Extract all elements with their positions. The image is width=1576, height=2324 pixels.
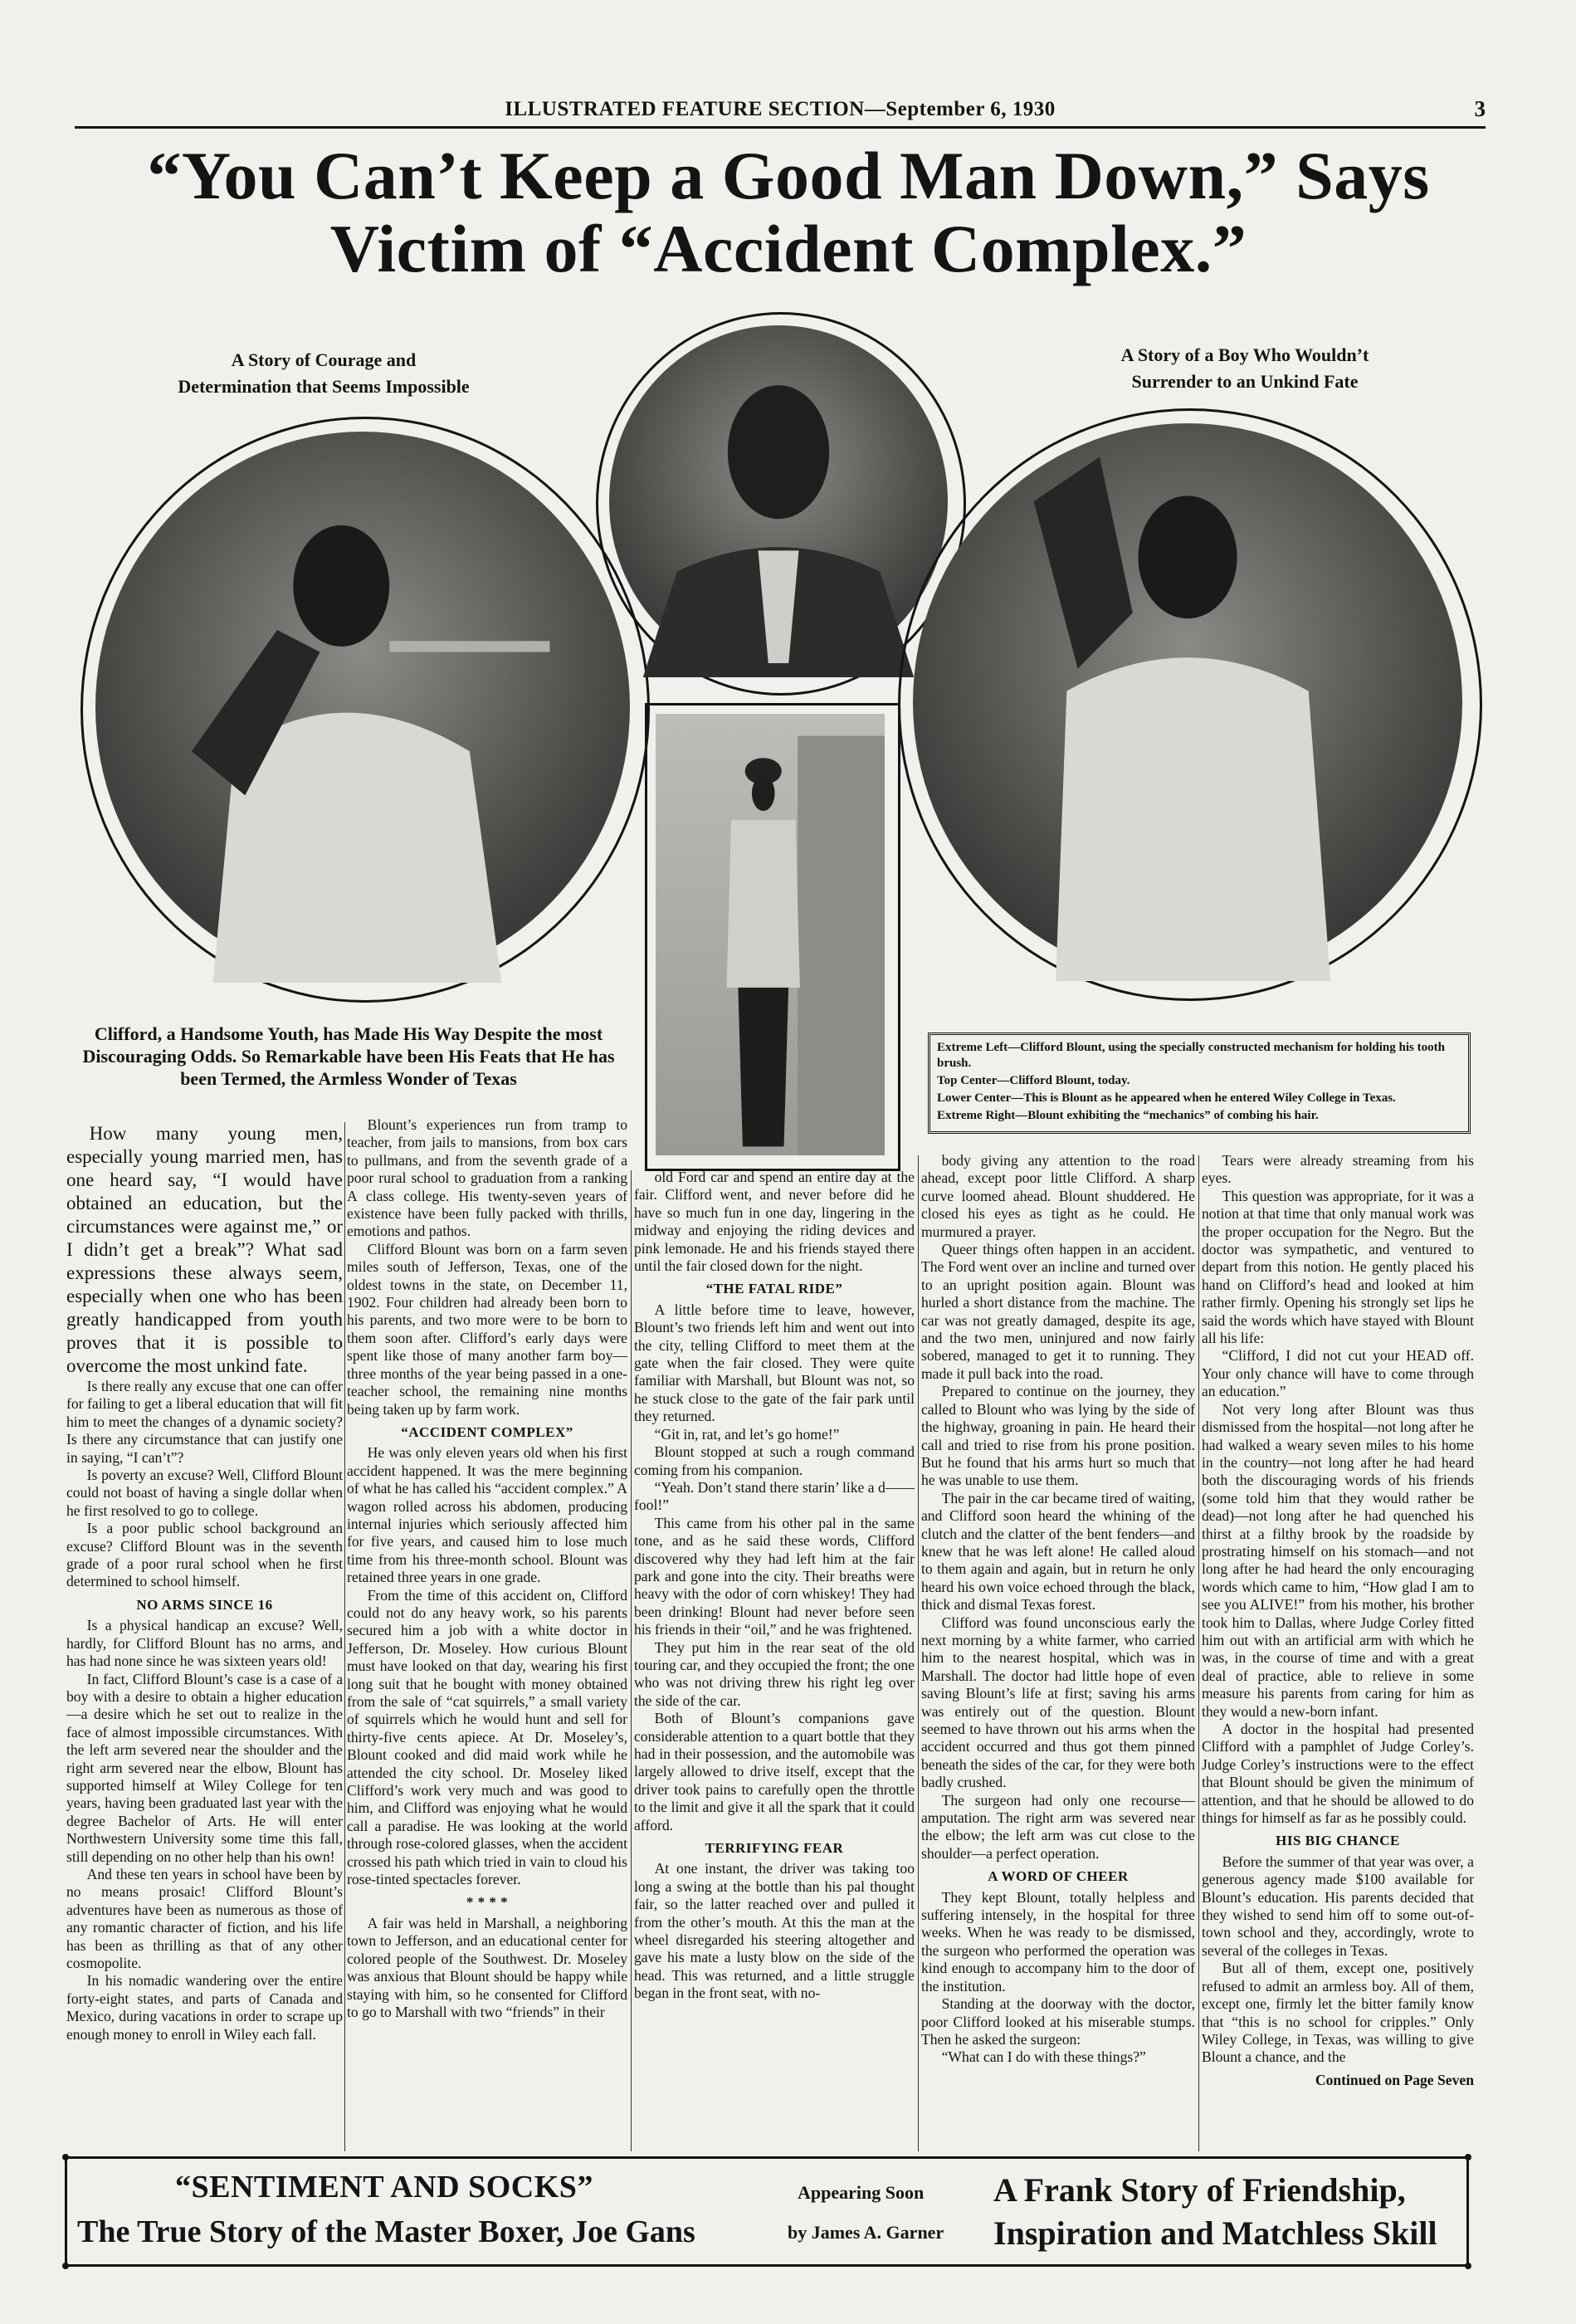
promo-right-line-2: Inspiration and Matchless Skill [993,2214,1437,2252]
kicker-right-line-1: A Story of a Boy Who Wouldn’t [1120,344,1369,365]
article-column-3 [634,1169,915,2153]
kicker-left [133,347,515,400]
headline-line-2: Victim of “Accident Complex.” [329,211,1247,286]
article-paragraph: old Ford car and spend an entire day at the fair. Clifford went, and never before did he have so much fun in one day, lingering in the midway and enjoying the riding devices and pink lemonade. He and his friends stayed there until the fair closed down for the night. [634,1169,915,1275]
article-paragraph: Not very long after Blount was thus dismissed from the hospital—not long after he had walked a weary seven miles to his home in the country—not long after he had heard both the discouraging words of his friends (some told him that they would rather be dead)—not long after he had quenched his thirst at a filthy brook by the roadside by prostrating himself on his stomach—and not long after he had heard the only encouraging words which came to him, “How glad I am to see you ALIVE!” from his mother, his brother took him to Dallas, where Judge Corley fitted him out with an artificial arm with which he was, in the course of time and with a great deal of practice, able to relieve in some measure his parents from caring for him as they would a new-born infant. [1202,1400,1474,1720]
article-column-2 [347,1116,627,2153]
article-paragraph: Tears were already streaming from his eyes. [1202,1152,1474,1187]
article-paragraph: He was only eleven years old when his first accident happened. It was the mere beginning of what he has called his “accident complex.” A wagon rolled across his abdomen, producing internal injuries which seriously affected him for five years, and caused him to lose much time from his three-month school. Blount was retained three years in one grade. [347,1444,627,1586]
article-paragraph: This question was appropriate, for it was a notion at that time that only manual work was the proper occupation for the Negro. But the doctor was sympathetic, and ventured to depart from this notion. He gently placed his hand on Clifford’s head and looked at him rather firmly. Opening his strongly set lips he said the words which have stayed with Blount all his life: [1202,1187,1474,1347]
legend-extreme-left: Extreme Left—Clifford Blount, using the specially constructed mechanism for holding his tooth brush. [937,1041,1445,1070]
photo-lower-figure [656,714,885,1155]
article-paragraph: Queer things often happen in an accident. The Ford went over an incline and turned over to an upright position again. Blount was hurled a short distance from the machine. The car was not greatly damaged, despite its age, and the two men, uninjured and now fairly sobered, managed to get it to running. They made it pull back into the road. [921,1241,1195,1382]
article-paragraph: A little before time to leave, however, Blount’s two friends left him and went out into the city, telling Clifford to meet them at the gate when the fair closed. They were quite familiar with Marshall, but Blount was not, so he stuck close to the gate of the fair park until they returned. [634,1301,915,1425]
section-subhead: “ACCIDENT COMPLEX” [401,1423,573,1440]
article-paragraph: A doctor in the hospital had presented Clifford with a pamphlet of Judge Corley’s. Judge Corley’s instructions were to the effect that Blount should be given the minimum of attention, and that he should be allowed to do things for himself as far as he possibly could. [1202,1721,1474,1827]
article-paragraph: The surgeon had only one recourse—amputation. The right arm was severed near the elbow; the left arm was cut close to the shoulder—a perfect operation. [921,1791,1195,1862]
masthead [75,93,1486,126]
article-paragraph: Prepared to continue on the journey, they called to Blount who was lying by the side of the highway, groaning in pain. He heard their call and tried to rise from his prone position. But he found that his arms hurt so much that he was unable to use them. [921,1383,1195,1489]
photo-left-toothbrush [95,432,630,983]
legend-top-center: Top Center—Clifford Blount, today. [937,1074,1130,1087]
promo-box [65,2156,1469,2267]
article-paragraph: This came from his other pal in the same tone, and as he said these words, Clifford discovered why they had left him at the fair park and gone into the city. Their breaths were heavy with the odor of corn whiskey! They had been drinking! Blount had never before seen his friends in their “oil,” and he was frightened. [634,1514,915,1638]
article-paragraph: Standing at the doorway with the doctor, poor Clifford looked at his miserable stumps. Then he asked the surgeon: [921,1995,1195,2048]
section-label: ILLUSTRATED FEATURE SECTION—September 6, 1930 [505,98,1056,120]
article-paragraph: Blount stopped at such a rough command coming from his companion. [634,1443,915,1478]
lead-paragraph: How many young men, especially young married men, has one heard say, “I would have obtained an education, but the circumstances were against me,” or I didn’t get a break”? What sad expressions these always seem, especially when one who has been greatly handicapped from youth proves that it is possible to overcome the most unkind fate. [66,1123,343,1376]
article-column-5 [1202,1152,1474,2153]
section-subhead: “THE FATAL RIDE” [705,1281,843,1297]
article-paragraph: And these ten years in school have been by no means prosaic! Clifford Blount’s adventures have been as numerous as those of any romantic character of fiction, and his life has been as thrilling as that of any other cosmopolite. [66,1865,343,1971]
promo-right-line-1: A Frank Story of Friendship, [993,2171,1406,2209]
promo-corner-dot [1465,2154,1471,2160]
article-paragraph: From the time of this accident on, Clifford could not do any heavy work, so his parents secured him a job with a white doctor in Jefferson, Dr. Moseley. How curious Blount must have looked on that day, wearing his first long suit that he bought with money obtained from the sale of “cat squirrels,” a small variety of squirrels which he would hunt and sell for thirty-five cents apiece. At Dr. Moseley’s, Blount cooked and did maid work while he attended the city school. Dr. Moseley liked Clifford’s work very much and was good to him, and Clifford was enjoying what he would call a paradise. He was looking at the world through rose-colored glasses, when the accident crossed his path which tried in vain to cloud his rose-tinted spectacles forever. [347,1586,627,1888]
page-number: 3 [1474,96,1486,121]
article-paragraph: “What can I do with these things?” [941,2048,1146,2066]
headline [50,139,1527,286]
article-paragraph: body giving any attention to the road ahead, except poor little Clifford. A sharp curve loomed ahead. Blount shuddered. He closed his eyes as tight as he could. He murmured a prayer. [921,1152,1195,1240]
article-paragraph: In his nomadic wandering over the entire forty-eight states, and parts of Canada and Mexico, during vacations in order to scrape up enough money to enroll in Wiley each fall. [66,1972,343,2043]
article-paragraph: Both of Blount’s companions gave considerable attention to a quart bottle that they had in their possession, and the automobile was largely allowed to drive itself, except that the driver took pains to carefully open the throttle to the limit and give it all the spark that it could afford. [634,1710,915,1833]
article-paragraph: “Git in, rat, and let’s go home!” [654,1425,840,1443]
promo-title-left: “SENTIMENT AND SOCKS” [175,2170,593,2204]
headline-line-1: “You Can’t Keep a Good Man Down,” Says [147,138,1430,213]
article-paragraph: Clifford Blount was born on a farm seven miles south of Jefferson, Texas, one of the oldest towns in the state, on December 11, 1902. Four children had already been born to his parents, and two more were to be born to them soon after. Clifford’s early days were spent like those of many another farm boy—three months of the year being passed in a one-teacher school, the remaining nine months being taken up by farm work. [347,1240,627,1418]
photo-left-figure [95,432,630,983]
photo-legend-box [928,1033,1471,1134]
column-rule-1 [344,1122,345,2151]
continued-note: Continued on Page Seven [1315,2071,1474,2088]
article-paragraph: In fact, Clifford Blount’s case is a case of a boy with a desire to obtain a higher education—a desire which he set out to realize in the face of almost impossible circumstances. With the left arm severed near the shoulder and the right arm severed near the elbow, Blount has supported himself at Wiley College for ten years, having been graduated last year with the degree Bachelor of Arts. He will enter Northwestern University some time this fall, still depending on no other help than his own! [66,1670,343,1865]
column-rule-4 [1198,1155,1199,2151]
photo-right-figure [913,423,1462,981]
kicker-right [1054,342,1436,395]
article-paragraph: They put him in the rear seat of the old touring car, and they occupied the front; the one who was not driving threw his right leg over the side of the car. [634,1638,915,1709]
article-paragraph: Clifford was found unconscious early the next morning by a white farmer, who carried him to the nearest hospital, which was in Marshall. The doctor had little hope of even saving Blount’s life at first; saving his arms was entirely out of the question. Blount seemed to have thrown out his arms when the accident occurred and thus got them pinned beneath the sides of the car, for they were both badly crushed. [921,1614,1195,1791]
promo-corner-dot [62,2263,69,2269]
article-paragraph: The pair in the car became tired of waiting, and Clifford soon heard the whining of the clutch and the clatter of the bent fenders—and knew that he was left alone! He called aloud to them again and again, but in return he only heard his own voice echoed through the black, thick and dismal Texas forest. [921,1489,1195,1614]
promo-corner-dot [1465,2263,1471,2269]
section-subhead: A WORD OF CHEER [988,1868,1129,1885]
article-column-1 [66,1122,343,2153]
article-paragraph: “Clifford, I did not cut your HEAD off. Your only chance will have to come through an education.” [1202,1347,1474,1400]
article-paragraph: Blount’s experiences run from tramp to teacher, from jails to mansions, from box cars to pullmans, and from the seventh grade of a poor rural school to graduation from a ranking A class college. His twenty-seven years of existence have been fully packed with thrills, emotions and pathos. [347,1116,627,1240]
photo-top-figure [609,325,948,677]
column-rule-3 [918,1155,919,2151]
legend-extreme-right: Extreme Right—Blount exhibiting the “mechanics” of combing his hair. [937,1109,1319,1122]
section-subhead: HIS BIG CHANCE [1276,1833,1400,1849]
legend-lower-center: Lower Center—This is Blount as he appeared when he entered Wiley College in Texas. [937,1091,1396,1105]
article-paragraph: Is poverty an excuse? Well, Clifford Blount could not boast of having a single dollar when he first resolved to go to college. [66,1467,343,1519]
photo-top-portrait [609,325,948,677]
article-paragraph: “Yeah. Don’t stand there starin’ like a d—— fool!” [634,1478,915,1514]
article-paragraph: They kept Blount, totally helpless and suffering intensely, in the hospital for three weeks. When he was ready to be dismissed, the surgeon who performed the operation was kind enough to accompany him to the door of the institution. [921,1888,1195,1994]
article-column-4 [921,1152,1195,2153]
article-paragraph: But all of them, except one, positively refused to admit an armless boy. All of them, except one, firmly let the bitter family know that “this is no school for cripples.” Only Wiley College, in Texas, was willing to give Blount a chance, and the [1202,1960,1474,2066]
promo-corner-dot [62,2154,69,2160]
section-subhead: NO ARMS SINCE 16 [136,1596,273,1613]
section-subhead: * * * * [466,1894,509,1911]
article-paragraph: Before the summer of that year was over, a generous agency made $100 available for Blount’s education. His parents decided that they wished to send him off to some out-of-town school and they, accordingly, wrote to several of the colleges in Texas. [1202,1853,1474,1959]
section-subhead: TERRIFYING FEAR [705,1840,844,1857]
promo-byline: by James A. Garner [788,2222,944,2243]
column-rule-2 [631,1170,632,2151]
article-paragraph: At one instant, the driver was taking too long a swing at the bottle than his pal thought fair, so the latter reached over and pulled it from the other’s mouth. At this the man at the wheel disregarded his steering altogether and gave his mate a lusty blow on the side of the head. This was returned, and a little struggle began in the front seat, with no- [634,1860,915,2002]
promo-subtitle-left: The True Story of the Master Boxer, Joe Gans [77,2214,695,2249]
photo-right-combing [913,423,1462,981]
promo-appearing-soon: Appearing Soon [798,2182,925,2203]
article-paragraph: Is a poor public school background an excuse? Clifford Blount was in the seventh grade of a poor rural school when he first determined to school himself. [66,1520,343,1590]
photo-lower-wiley [656,714,885,1155]
photo-caption-main: Clifford, a Handsome Youth, has Made His Way Despite the most Discouraging Odds. So Remarkable have been His Feats that He has been Termed, the Armless Wonder of Texas [82,1023,615,1089]
article-paragraph: A fair was held in Marshall, a neighboring town to Jefferson, and an educational center for colored people of the Southwest. Dr. Moseley was anxious that Blount should be happy while staying with him, so he consented for Clifford to go to Marshall with two “friends” in their [347,1914,627,2020]
kicker-left-line-2: Determination that Seems Impossible [178,376,470,397]
kicker-left-line-1: A Story of Courage and [231,349,417,370]
article-paragraph: Is there really any excuse that one can offer for failing to get a liberal education that will fit him to meet the changes of a dynamic society? Is there any circumstance that can justify one in saying, “I can’t”? [66,1378,343,1466]
article-paragraph: Is a physical handicap an excuse? Well, hardly, for Clifford Blount has no arms, and has had none since he was sixteen years old! [66,1617,343,1670]
kicker-right-line-2: Surrender to an Unkind Fate [1131,371,1359,392]
masthead-rule [75,126,1486,129]
